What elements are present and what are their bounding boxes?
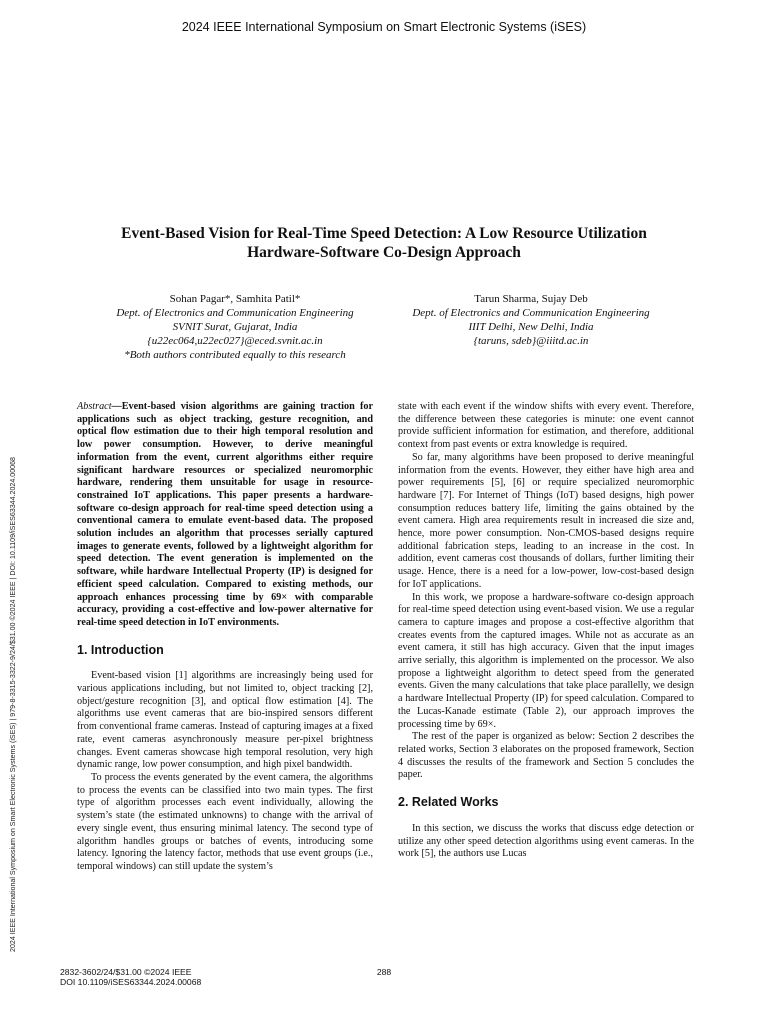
author-institute: SVNIT Surat, Gujarat, India [172, 321, 298, 333]
author-email: {taruns, sdeb}@iiitd.ac.in [473, 335, 589, 347]
copyright-side-strip: 2024 IEEE International Symposium on Smart Electronic Systems (iSES) | 979-8-3315-3322-9/24/$31.00 ©2024 IEEE | DOI: 10.1109/iSES63344.2024.00068 [9, 457, 17, 952]
footer-price-line: 2832-3602/24/$31.00 ©2024 IEEE [60, 967, 192, 977]
footer-doi-line: DOI 10.1109/iSES63344.2024.00068 [60, 977, 202, 987]
author-block-left [90, 292, 380, 362]
author-dept: Dept. of Electronics and Communication Engineering [116, 307, 354, 319]
abstract [77, 401, 373, 630]
abstract-label: Abstract [77, 401, 112, 412]
author-dept: Dept. of Electronics and Communication Engineering [412, 307, 650, 319]
paragraph: To process the events generated by the event camera, the algorithms to process the events can be classified into two main types. The first type of algorithm processes each event individually, allowing the system’s state (the estimated unknowns) to change with the arrival of every single event, thus ensuring minimal latency. The second type of algorithm handles groups or batches of events, introducing some latency. Ignoring the latency factor, methods that use event groups (i.e., temporal windows) can still update the system’s [77, 771, 373, 872]
conference-header: 2024 IEEE International Symposium on Smart Electronic Systems (iSES) [181, 20, 587, 34]
left-column [77, 401, 373, 874]
paragraph: In this work, we propose a hardware-software co-design approach for real-time speed detection using event-based vision. We use a regular camera to capture images and propose a cost-effective algorithm that creates events from the captured images. While not as accurate as an event camera, it still has high accuracy. Given that the input images arrive serially, this algorithm is implemented on the processor. We also propose a lightweight algorithm to detect speed from the generated events. Given the many calculations that take place parallelly, we design a hardware Intellectual Property (IP) for speed calculation. Compared to the Lucas-Kanade estimate (Table 2), our approach improves the processing time by 69×. [398, 591, 694, 730]
section-heading-introduction: 1. Introduction [77, 642, 164, 657]
paragraph: state with each event if the window shifts with every event. Therefore, the difference between these categories is minute: one event cannot provide sufficient information for estimation, and therefore, additional context from past events or extra knowledge is required. [398, 401, 694, 451]
paragraph: Event-based vision [1] algorithms are increasingly being used for various applications including, but not limited to, object tracking [2], object/gesture recognition [3], and optical flow estimation [4]. The algorithms use event cameras that are bio-inspired sensors different from conventional frame cameras. Instead of capturing images at a fixed rate, event cameras asynchronously measure per-pixel brightness changes. Event cameras showcase high temporal resolution, very high dynamic range, low power consumption, and high pixel bandwidth. [77, 670, 373, 771]
section-heading-related-works: 2. Related Works [398, 795, 499, 810]
author-email: {u22ec064,u22ec027}@eced.svnit.ac.in [147, 335, 323, 347]
author-note: *Both authors contributed equally to this research [124, 349, 346, 361]
abstract-text: —Event-based vision algorithms are gaining traction for applications such as object tracking, gesture recognition, and optical flow estimation due to their high temporal resolution and low power consumption. However, to derive meaningful information from the event, current algorithms either require significant hardware resources or specialized neuromorphic hardware, rendering them unsuitable for usage in resource-constrained IoT applications. This paper presents a hardware-software co-design approach for real-time speed detection using a conventional camera to emulate event-based data. The proposed solution includes an algorithm that processes serially captured images to generate events, followed by a lightweight algorithm for speed detection. The event generation is implemented on the software, while hardware Intellectual Property (IP) is designed for efficient speed calculation. Compared to existing methods, our approach enhances processing time by 69× with comparable accuracy, providing a cost-effective and low-power alternative for real-time speed detection in IoT environments. [77, 401, 373, 628]
paper-title [60, 224, 708, 262]
title-line-1: Event-Based Vision for Real-Time Speed Detection: A Low Resource Utilization [121, 225, 647, 242]
author-institute: IIIT Delhi, New Delhi, India [468, 321, 594, 333]
author-block-right [386, 292, 676, 348]
paragraph: The rest of the paper is organized as below: Section 2 describes the related works, Section 3 elaborates on the proposed framework, Section 4 discusses the results of the framework and Section 5 concludes the paper. [398, 731, 694, 781]
page-number: 288 [376, 967, 392, 977]
footer-copyright [60, 967, 201, 987]
paragraph: So far, many algorithms have been proposed to derive meaningful information from the events. However, they either have high area and power requirements [5], [6] or require specialized neuromorphic hardware [7]. For Internet of Things (IoT) based designs, high power consumption reduces battery life, limiting the gains obtained by the event camera. High area requirements result in increased die size and, hence, more power consumption. Non-CMOS-based designs require additional fabrication steps, leading to an increase in the cost. In addition, event cameras cost thousands of dollars, further limiting their usage. Hence, there is a need for a low-power, low-cost-based design for IoT applications. [398, 451, 694, 590]
title-line-2: Hardware-Software Co-Design Approach [247, 244, 521, 261]
author-names: Sohan Pagar*, Samhita Patil* [169, 293, 301, 305]
paragraph: In this section, we discuss the works that discuss edge detection or utilize any other speed detection algorithms using event cameras. In the work [5], the authors use Lucas [398, 822, 694, 860]
right-column [398, 401, 694, 861]
author-names: Tarun Sharma, Sujay Deb [474, 293, 588, 305]
